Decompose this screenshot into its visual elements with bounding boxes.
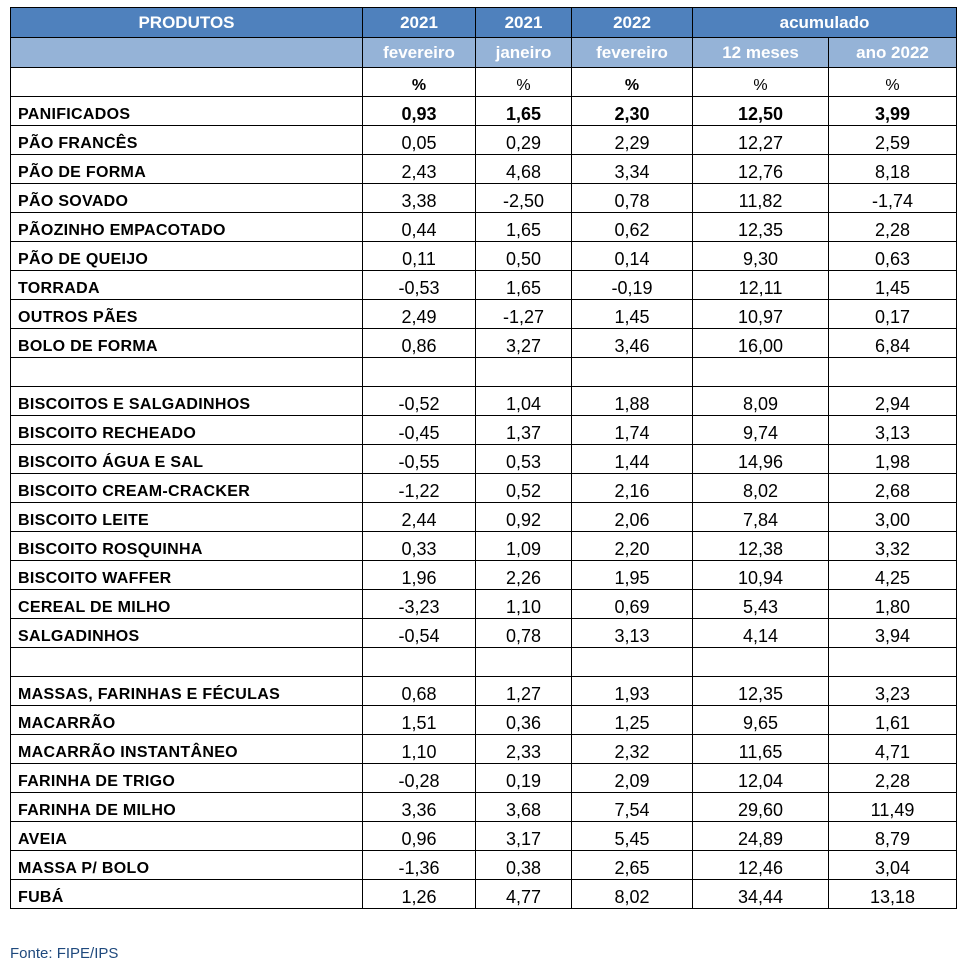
table-row <box>11 300 957 329</box>
value-cell: -0,54 <box>363 619 476 648</box>
value-cell: 1,45 <box>829 271 957 300</box>
value-cell: 3,99 <box>829 97 957 126</box>
value-cell: 0,63 <box>829 242 957 271</box>
header-period-5: ano 2022 <box>829 38 957 68</box>
value-cell: 4,14 <box>693 619 829 648</box>
value-cell: 29,60 <box>693 793 829 822</box>
product-name-cell: FARINHA DE TRIGO <box>11 764 363 793</box>
table-row <box>11 677 957 706</box>
header-year-1: 2021 <box>363 8 476 38</box>
value-cell: 1,93 <box>572 677 693 706</box>
table-row <box>11 474 957 503</box>
table-row <box>11 184 957 213</box>
value-cell: 2,59 <box>829 126 957 155</box>
table-row <box>11 532 957 561</box>
value-cell: 2,26 <box>476 561 572 590</box>
value-cell: 12,38 <box>693 532 829 561</box>
value-cell: 0,53 <box>476 445 572 474</box>
value-cell: 1,98 <box>829 445 957 474</box>
value-cell: -1,74 <box>829 184 957 213</box>
value-cell: 3,94 <box>829 619 957 648</box>
header-year-3: 2022 <box>572 8 693 38</box>
value-cell: -2,50 <box>476 184 572 213</box>
value-cell: 16,00 <box>693 329 829 358</box>
value-cell: 1,65 <box>476 213 572 242</box>
value-cell: 1,65 <box>476 271 572 300</box>
header-period-2: janeiro <box>476 38 572 68</box>
value-cell: 3,17 <box>476 822 572 851</box>
value-cell: 12,50 <box>693 97 829 126</box>
table-row <box>11 822 957 851</box>
value-cell: 2,28 <box>829 213 957 242</box>
product-name-cell: PÃOZINHO EMPACOTADO <box>11 213 363 242</box>
value-cell: 12,76 <box>693 155 829 184</box>
value-cell: 2,28 <box>829 764 957 793</box>
value-cell: 0,19 <box>476 764 572 793</box>
product-name-cell <box>11 358 363 387</box>
table-row <box>11 242 957 271</box>
value-cell: 12,27 <box>693 126 829 155</box>
value-cell: 0,38 <box>476 851 572 880</box>
value-cell: 7,54 <box>572 793 693 822</box>
value-cell: 2,68 <box>829 474 957 503</box>
value-cell: 12,35 <box>693 213 829 242</box>
value-cell: 2,32 <box>572 735 693 764</box>
value-cell: 2,16 <box>572 474 693 503</box>
value-cell: -1,22 <box>363 474 476 503</box>
value-cell: 2,20 <box>572 532 693 561</box>
table-row <box>11 735 957 764</box>
value-cell: 3,27 <box>476 329 572 358</box>
header-period-3: fevereiro <box>572 38 693 68</box>
value-cell: 3,00 <box>829 503 957 532</box>
value-cell: 8,02 <box>693 474 829 503</box>
value-cell: 1,61 <box>829 706 957 735</box>
value-cell <box>476 648 572 677</box>
table-row <box>11 503 957 532</box>
value-cell: -0,28 <box>363 764 476 793</box>
product-name-cell <box>11 648 363 677</box>
product-name-cell: MASSAS, FARINHAS E FÉCULAS <box>11 677 363 706</box>
value-cell: 1,95 <box>572 561 693 590</box>
value-cell: 1,65 <box>476 97 572 126</box>
value-cell: 2,49 <box>363 300 476 329</box>
value-cell: 3,38 <box>363 184 476 213</box>
value-cell: 2,94 <box>829 387 957 416</box>
product-name-cell: PANIFICADOS <box>11 97 363 126</box>
value-cell: 5,43 <box>693 590 829 619</box>
product-name-cell: PÃO DE FORMA <box>11 155 363 184</box>
product-name-cell: BISCOITO RECHEADO <box>11 416 363 445</box>
value-cell: 1,04 <box>476 387 572 416</box>
header-produtos: PRODUTOS <box>11 8 363 38</box>
value-cell: -1,36 <box>363 851 476 880</box>
value-cell: 11,65 <box>693 735 829 764</box>
value-cell: 2,65 <box>572 851 693 880</box>
value-cell: 6,84 <box>829 329 957 358</box>
table-body <box>11 97 957 909</box>
source-note: Fonte: FIPE/IPS <box>10 945 119 962</box>
product-name-cell: MACARRÃO <box>11 706 363 735</box>
table-row <box>11 445 957 474</box>
header-period-1: fevereiro <box>363 38 476 68</box>
product-name-cell: PÃO FRANCÊS <box>11 126 363 155</box>
value-cell: 1,88 <box>572 387 693 416</box>
value-cell: 3,34 <box>572 155 693 184</box>
unit-1: % <box>363 68 476 97</box>
product-name-cell: MACARRÃO INSTANTÂNEO <box>11 735 363 764</box>
value-cell: 1,80 <box>829 590 957 619</box>
table-row <box>11 793 957 822</box>
product-name-cell: BISCOITO CREAM-CRACKER <box>11 474 363 503</box>
value-cell: 8,09 <box>693 387 829 416</box>
table-row <box>11 155 957 184</box>
value-cell: 0,96 <box>363 822 476 851</box>
value-cell: 0,44 <box>363 213 476 242</box>
table-row <box>11 880 957 909</box>
value-cell <box>829 648 957 677</box>
value-cell: -0,55 <box>363 445 476 474</box>
value-cell: 0,11 <box>363 242 476 271</box>
value-cell: 8,02 <box>572 880 693 909</box>
value-cell <box>572 648 693 677</box>
value-cell: 7,84 <box>693 503 829 532</box>
value-cell: -1,27 <box>476 300 572 329</box>
header-acumulado: acumulado <box>693 8 957 38</box>
value-cell: 1,25 <box>572 706 693 735</box>
value-cell: 9,74 <box>693 416 829 445</box>
table-row <box>11 851 957 880</box>
table-row <box>11 97 957 126</box>
product-name-cell: FUBÁ <box>11 880 363 909</box>
value-cell <box>363 358 476 387</box>
value-cell: 2,30 <box>572 97 693 126</box>
product-name-cell: TORRADA <box>11 271 363 300</box>
value-cell: 2,43 <box>363 155 476 184</box>
value-cell: 1,37 <box>476 416 572 445</box>
header-row-years <box>11 8 957 38</box>
product-name-cell: MASSA P/ BOLO <box>11 851 363 880</box>
table-row <box>11 126 957 155</box>
header-blank <box>11 38 363 68</box>
value-cell: 0,29 <box>476 126 572 155</box>
value-cell: 1,27 <box>476 677 572 706</box>
table-row-spacer <box>11 648 957 677</box>
value-cell: 1,51 <box>363 706 476 735</box>
value-cell: 3,13 <box>572 619 693 648</box>
product-name-cell: OUTROS PÃES <box>11 300 363 329</box>
value-cell: 0,92 <box>476 503 572 532</box>
value-cell: 0,93 <box>363 97 476 126</box>
product-name-cell: SALGADINHOS <box>11 619 363 648</box>
value-cell: -0,45 <box>363 416 476 445</box>
value-cell: 3,13 <box>829 416 957 445</box>
product-name-cell: BOLO DE FORMA <box>11 329 363 358</box>
value-cell: 3,23 <box>829 677 957 706</box>
value-cell: 0,50 <box>476 242 572 271</box>
value-cell: 0,33 <box>363 532 476 561</box>
product-name-cell: BISCOITOS E SALGADINHOS <box>11 387 363 416</box>
value-cell: 1,44 <box>572 445 693 474</box>
value-cell: 2,09 <box>572 764 693 793</box>
value-cell: 9,30 <box>693 242 829 271</box>
value-cell: -3,23 <box>363 590 476 619</box>
value-cell <box>363 648 476 677</box>
value-cell <box>693 358 829 387</box>
unit-4: % <box>693 68 829 97</box>
value-cell: 34,44 <box>693 880 829 909</box>
value-cell: 0,14 <box>572 242 693 271</box>
header-row-units <box>11 68 957 97</box>
value-cell: 0,62 <box>572 213 693 242</box>
value-cell: 12,04 <box>693 764 829 793</box>
product-name-cell: AVEIA <box>11 822 363 851</box>
value-cell: 13,18 <box>829 880 957 909</box>
value-cell: 1,26 <box>363 880 476 909</box>
product-name-cell: CEREAL DE MILHO <box>11 590 363 619</box>
value-cell: 11,49 <box>829 793 957 822</box>
table-row <box>11 416 957 445</box>
table-row <box>11 213 957 242</box>
value-cell: 0,05 <box>363 126 476 155</box>
header-row-periods <box>11 38 957 68</box>
value-cell: 12,46 <box>693 851 829 880</box>
table-row <box>11 561 957 590</box>
unit-blank <box>11 68 363 97</box>
product-name-cell: BISCOITO ÁGUA E SAL <box>11 445 363 474</box>
table-row <box>11 706 957 735</box>
value-cell <box>476 358 572 387</box>
value-cell: 4,71 <box>829 735 957 764</box>
table-row <box>11 619 957 648</box>
table-row <box>11 329 957 358</box>
value-cell: 0,78 <box>476 619 572 648</box>
product-name-cell: PÃO SOVADO <box>11 184 363 213</box>
header-year-2: 2021 <box>476 8 572 38</box>
value-cell: 0,68 <box>363 677 476 706</box>
value-cell: 2,44 <box>363 503 476 532</box>
unit-3: % <box>572 68 693 97</box>
value-cell: 0,78 <box>572 184 693 213</box>
value-cell: 2,33 <box>476 735 572 764</box>
value-cell: 0,52 <box>476 474 572 503</box>
value-cell: 0,36 <box>476 706 572 735</box>
value-cell: 1,09 <box>476 532 572 561</box>
table-row <box>11 590 957 619</box>
value-cell: 0,86 <box>363 329 476 358</box>
value-cell: 14,96 <box>693 445 829 474</box>
value-cell: 10,94 <box>693 561 829 590</box>
value-cell: 0,69 <box>572 590 693 619</box>
value-cell: 1,10 <box>476 590 572 619</box>
value-cell: 3,46 <box>572 329 693 358</box>
value-cell: 9,65 <box>693 706 829 735</box>
value-cell: 4,68 <box>476 155 572 184</box>
value-cell: 1,96 <box>363 561 476 590</box>
value-cell: -0,19 <box>572 271 693 300</box>
product-name-cell: FARINHA DE MILHO <box>11 793 363 822</box>
product-name-cell: BISCOITO ROSQUINHA <box>11 532 363 561</box>
table-row <box>11 271 957 300</box>
value-cell: 1,45 <box>572 300 693 329</box>
value-cell: 1,10 <box>363 735 476 764</box>
product-name-cell: PÃO DE QUEIJO <box>11 242 363 271</box>
value-cell: 10,97 <box>693 300 829 329</box>
value-cell: -0,52 <box>363 387 476 416</box>
value-cell: 4,77 <box>476 880 572 909</box>
value-cell: 2,29 <box>572 126 693 155</box>
value-cell: -0,53 <box>363 271 476 300</box>
value-cell: 1,74 <box>572 416 693 445</box>
unit-5: % <box>829 68 957 97</box>
price-index-table <box>10 7 957 909</box>
value-cell: 12,35 <box>693 677 829 706</box>
value-cell: 3,36 <box>363 793 476 822</box>
value-cell: 3,68 <box>476 793 572 822</box>
value-cell: 12,11 <box>693 271 829 300</box>
table-row-spacer <box>11 358 957 387</box>
value-cell: 2,06 <box>572 503 693 532</box>
value-cell: 4,25 <box>829 561 957 590</box>
value-cell: 0,17 <box>829 300 957 329</box>
value-cell <box>572 358 693 387</box>
unit-2: % <box>476 68 572 97</box>
value-cell: 3,32 <box>829 532 957 561</box>
product-name-cell: BISCOITO LEITE <box>11 503 363 532</box>
value-cell: 8,79 <box>829 822 957 851</box>
value-cell: 3,04 <box>829 851 957 880</box>
value-cell: 5,45 <box>572 822 693 851</box>
product-name-cell: BISCOITO WAFFER <box>11 561 363 590</box>
value-cell: 11,82 <box>693 184 829 213</box>
value-cell: 24,89 <box>693 822 829 851</box>
value-cell <box>693 648 829 677</box>
value-cell <box>829 358 957 387</box>
table-row <box>11 387 957 416</box>
header-period-4: 12 meses <box>693 38 829 68</box>
value-cell: 8,18 <box>829 155 957 184</box>
table-row <box>11 764 957 793</box>
